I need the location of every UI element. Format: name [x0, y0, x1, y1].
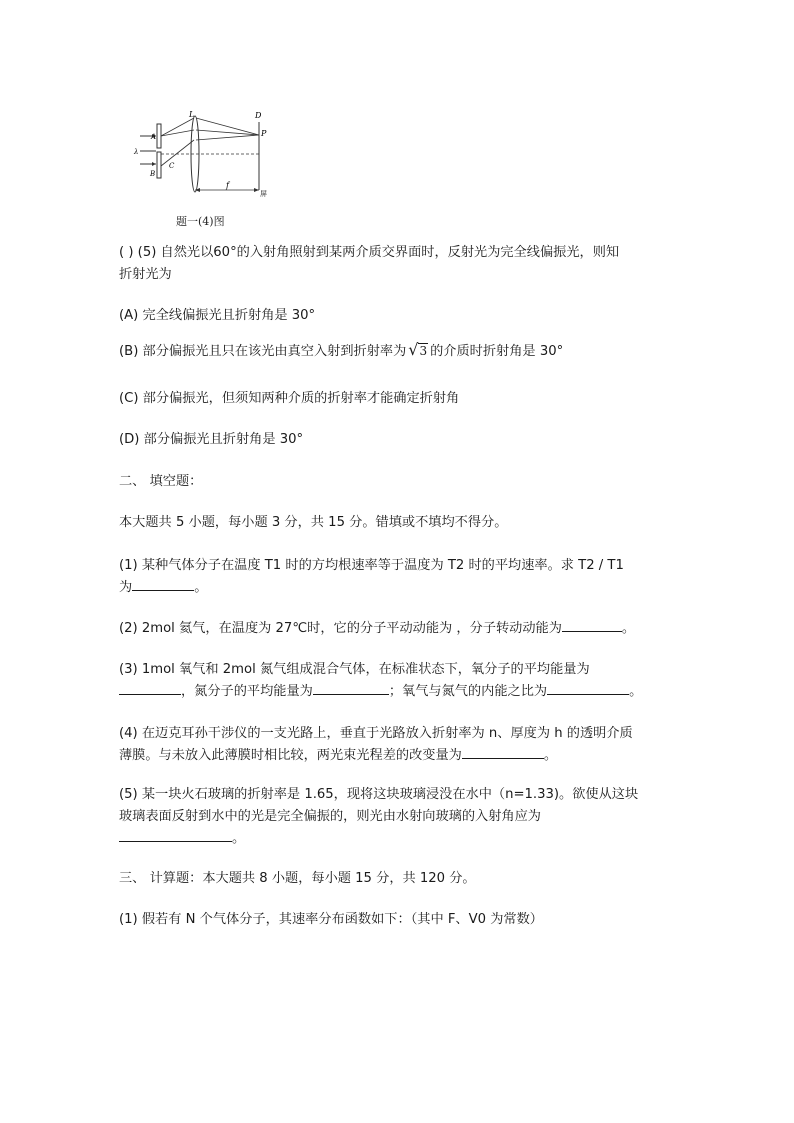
q5-stem: ( ) (5) 自然光以60°的入射角照射到某两介质交界面时，反射光为完全线偏振光，则知 [119, 245, 620, 260]
fill3-text-2: ，氮分子的平均能量为 [181, 684, 313, 699]
fill4-line1: (4) 在迈克耳孙干涉仪的一支光路上，垂直于光路放入折射率为 n、厚度为 h 的透明介质 [119, 726, 633, 741]
q5-option-c: (C) 部分偏振光，但须知两种介质的折射率才能确定折射角 [119, 391, 460, 406]
fill5-line2: 玻璃表面反射到水中的光是完全偏振的，则光由水射向玻璃的入射角应为 [119, 809, 541, 824]
fill3-line2 [119, 681, 642, 703]
q5-option-b-post: 的介质时折射角是 30° [430, 344, 564, 359]
label-D: D [255, 111, 262, 120]
figure-caption: 题一(4)图 [176, 215, 225, 228]
label-C: C [169, 162, 175, 170]
q5-stem-cont: 折射光为 [119, 267, 172, 282]
label-B: B [150, 170, 156, 178]
label-f: f [226, 181, 229, 190]
answer-blank[interactable] [562, 618, 622, 632]
slit-plate-top [157, 124, 161, 148]
optics-diagram-svg [128, 108, 278, 218]
fill1-line1: (1) 某种气体分子在温度 T1 时的方均根速率等于温度为 T2 时的平均速率。求 T2 / T1 [119, 558, 624, 573]
answer-blank[interactable] [132, 577, 194, 591]
answer-blank[interactable] [547, 681, 629, 695]
q5-option-a: (A) 完全线偏振光且折射角是 30° [119, 308, 316, 323]
sqrt-three: √3 [408, 340, 428, 359]
fill3-text-3: ；氧气与氮气的内能之比为 [388, 684, 548, 699]
ray-to-p-3 [196, 135, 259, 140]
arrow-head [254, 188, 259, 192]
fill1-end: 。 [194, 580, 208, 595]
fill5-line1: (5) 某一块火石玻璃的折射率是 1.65，现将这块玻璃浸没在水中（n=1.33)。欲使从这块 [119, 787, 639, 802]
slit-plate-bottom [157, 152, 161, 178]
fill5-end: 。 [232, 831, 246, 846]
label-screen: 屏 [260, 190, 267, 198]
section2-title: 二、 填空题： [119, 474, 203, 489]
q5-option-d: (D) 部分偏振光且折射角是 30° [119, 432, 304, 447]
label-lambda: λ [134, 148, 139, 156]
q5-option-b [119, 339, 563, 363]
arrow-head [152, 162, 156, 166]
fill3-end: 。 [629, 684, 643, 699]
label-P: P [261, 129, 267, 138]
fill2-end: 。 [621, 621, 636, 636]
ray-lower [161, 140, 194, 166]
q5-option-b-pre: (B) 部分偏振光且只在该光由真空入射到折射率为 [119, 344, 407, 359]
fill4-line2 [119, 745, 557, 767]
fill2-text: (2) 2mol 氦气，在温度为 27℃时，它的分子平动动能为 ，分子转动动能为 [119, 621, 562, 636]
fill4-end: 。 [543, 748, 558, 763]
fill1-text: 为 [119, 580, 133, 595]
fill1-line2 [119, 577, 207, 599]
answer-blank[interactable] [119, 828, 232, 842]
section2-intro: 本大题共 5 小题，每小题 3 分，共 15 分。错填或不填均不得分。 [119, 515, 508, 530]
calc1-line1: (1) 假若有 N 个气体分子，其速率分布函数如下：（其中 F、V0 为常数） [119, 912, 543, 927]
section3-title: 三、 计算题：本大题共 8 小题，每小题 15 分，共 120 分。 [119, 871, 476, 886]
fill3-line1: (3) 1mol 氧气和 2mol 氮气组成混合气体，在标准状态下，氧分子的平均能量为 [119, 662, 590, 677]
fill5-line3 [119, 828, 245, 850]
answer-blank[interactable] [119, 681, 181, 695]
label-A: A [151, 133, 157, 141]
answer-blank[interactable] [313, 681, 389, 695]
sqrt-radicand: 3 [419, 344, 428, 358]
answer-blank[interactable] [462, 745, 544, 759]
fill4-text: 薄膜。与未放入此薄膜时相比较，两光束光程差的改变量为 [119, 748, 462, 763]
label-L: L [189, 110, 195, 119]
fill2-line1 [119, 618, 635, 640]
